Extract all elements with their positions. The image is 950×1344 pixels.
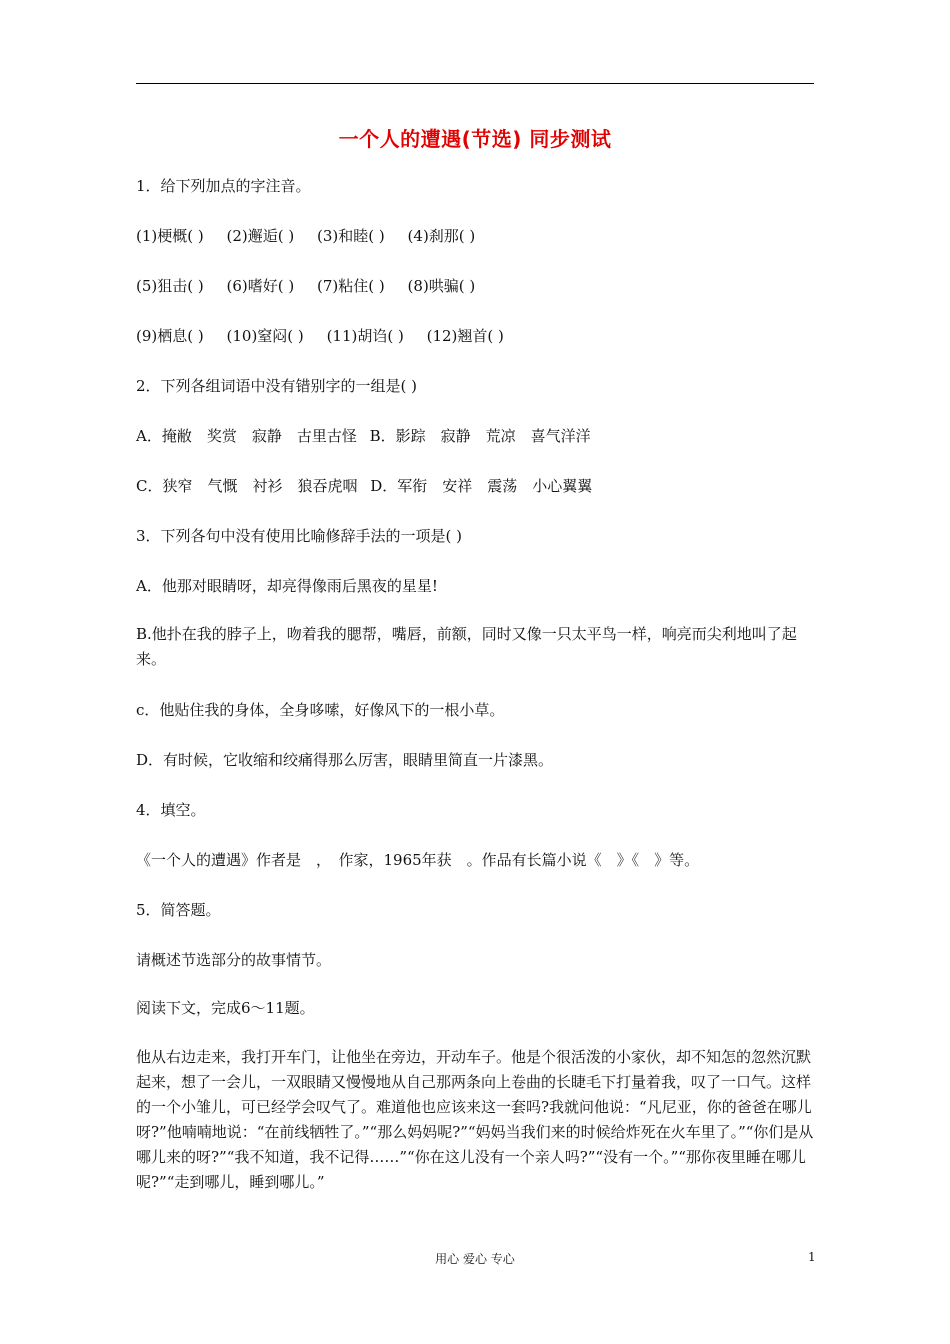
header-rule — [136, 83, 814, 84]
option-d: D．军衔 安祥 震荡 小心翼翼 — [370, 477, 593, 495]
question-5-text: 请概述节选部分的故事情节。 — [136, 951, 332, 969]
question-5-prompt: 5．简答题。 — [136, 901, 221, 919]
reading-instruction: 阅读下文，完成6～11题。 — [136, 999, 315, 1017]
item: (6)嗜好( ) — [226, 277, 295, 295]
question-2-options-ab — [136, 424, 816, 449]
question-1-row-3 — [136, 324, 816, 349]
option-b: B．影踪 寂静 荒凉 喜气洋洋 — [369, 427, 591, 445]
page-number: 1 — [808, 1250, 816, 1264]
item: (9)栖息( ) — [136, 327, 204, 345]
page-title: 一个人的遭遇(节选) 同步测试 — [338, 127, 612, 151]
item: (5)狙击( ) — [136, 277, 204, 295]
item: (2)邂逅( ) — [226, 227, 295, 245]
question-1-prompt: 1．给下列加点的字注音。 — [136, 177, 311, 195]
question-3-prompt: 3．下列各句中没有使用比喻修辞手法的一项是( ) — [136, 527, 463, 545]
question-2-prompt: 2．下列各组词语中没有错别字的一组是( ) — [136, 377, 418, 395]
item: (12)翘首( ) — [426, 327, 504, 345]
option-a: A．掩敝 奖赏 寂静 古里古怪 — [136, 427, 357, 445]
item: (7)粘住( ) — [317, 277, 385, 295]
question-1-row-2 — [136, 274, 816, 299]
question-4-prompt: 4．填空。 — [136, 801, 206, 819]
question-3-option-a: A．他那对眼睛呀，却亮得像雨后黑夜的星星! — [136, 577, 438, 595]
item: (8)哄骗( ) — [407, 277, 476, 295]
item: (10)窒闷( ) — [226, 327, 304, 345]
item: (11)胡诌( ) — [326, 327, 404, 345]
question-3-option-d: D．有时候，它收缩和绞痛得那么厉害，眼睛里简直一片漆黑。 — [136, 751, 554, 769]
item: (4)刹那( ) — [407, 227, 476, 245]
option-c: C．狭窄 气慨 衬衫 狼吞虎咽 — [136, 477, 358, 495]
item: (3)和睦( ) — [317, 227, 385, 245]
question-3-option-c: c．他贴住我的身体，全身哆嗦，好像风下的一根小草。 — [136, 701, 505, 719]
question-3-option-b: B.他扑在我的脖子上，吻着我的腮帮，嘴唇，前额，同时又像一只太平鸟一样，响亮而尖利地叫了起来。 — [136, 625, 797, 668]
question-4-text: 《一个人的遭遇》作者是 ， 作家，1965年获 。作品有长篇小说《 》《 》等。 — [136, 851, 700, 869]
question-2-options-cd — [136, 474, 816, 499]
item: (1)梗概( ) — [136, 227, 204, 245]
footer-motto: 用心 爱心 专心 — [435, 1252, 515, 1266]
question-1-row-1 — [136, 224, 816, 249]
reading-passage: 他从右边走来，我打开车门，让他坐在旁边，开动车子。他是个很活泼的小家伙，却不知怎的忽然沉默起来，想了一会儿，一双眼睛又慢慢地从自己那两条向上卷曲的长睫毛下打量着我，叹了一口气。这样的一个小雏儿，可已经学会叹气了。难道他也应该来这一套吗?我就问他说：“凡尼亚，你的爸爸在哪儿呀?”他喃喃地说：“在前线牺牲了。”“那么妈妈呢?”“妈妈当我们来的时候给炸死在火车里了。”“你们是从哪儿来的呀?”“我不知道，我不记得……”“你在这儿没有一个亲人吗?”“没有一个。”“那你夜里睡在哪儿呢?”“走到哪儿，睡到哪儿。” — [136, 1048, 814, 1191]
